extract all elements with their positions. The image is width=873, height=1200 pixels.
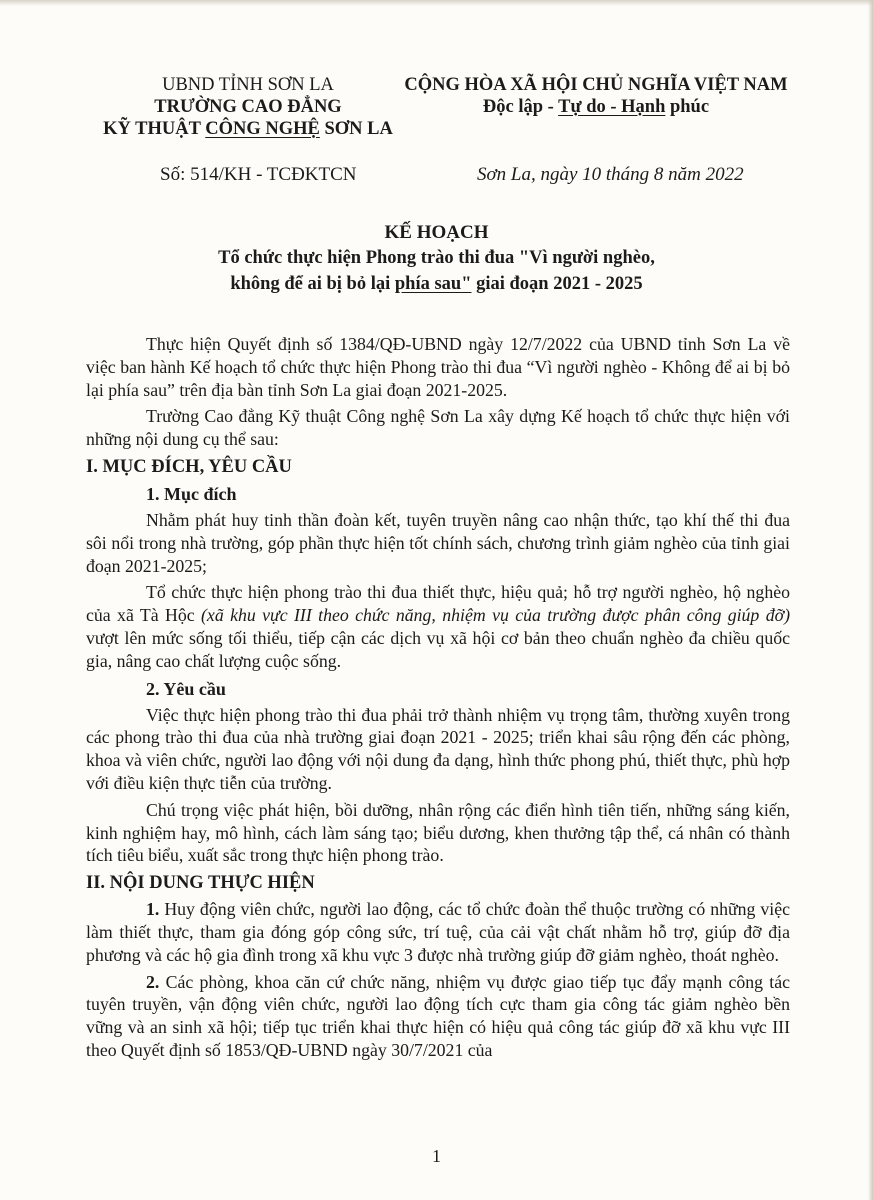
title-main: KẾ HOẠCH xyxy=(384,222,489,243)
issuing-authority-header xyxy=(88,74,408,140)
purpose-paragraph-2: Tổ chức thực hiện phong trào thi đua thiết thực, hiệu quả; hỗ trợ người nghèo, hộ nghèo của xã Tà Hộc (xã khu vực III theo chức năng, nhiệm vụ của trường được phân công giúp đỡ) vượt lên mức sống tối thiểu, tiếp cận các dịch vụ xã hội cơ bản theo chuẩn nghèo đa chiều quốc gia, nâng cao chất lượng cuộc sống. xyxy=(86,582,790,671)
national-motto-header xyxy=(390,74,802,118)
national-title: CỘNG HÒA XÃ HỘI CHỦ NGHĨA VIỆT NAM xyxy=(404,75,788,95)
authority-line-3: KỸ THUẬT CÔNG NGHỆ SƠN LA xyxy=(103,119,393,139)
subsection-heading-purpose: 1. Mục đích xyxy=(146,483,237,504)
page-number: 1 xyxy=(432,1146,441,1166)
place-and-date: Sơn La, ngày 10 tháng 8 năm 2022 xyxy=(477,164,744,185)
document-number: Số: 514/KH - TCĐKTCN xyxy=(160,164,357,185)
content-item-1: 1. Huy động viên chức, người lao động, các tổ chức đoàn thể thuộc trường có những việc làm thiết thực, tham gia đóng góp công sức, trí tuệ, của cải vật chất nhằm hỗ trợ, giúp đỡ địa phương và các hộ gia đình trong xã khu vực 3 được nhà trường giúp đỡ giảm nghèo, thoát nghèo. xyxy=(86,899,790,965)
requirements-paragraph-1: Việc thực hiện phong trào thi đua phải trở thành nhiệm vụ trọng tâm, thường xuyên trong các phong trào thi đua của nhà trường giai đoạn 2021 - 2025; triển khai sâu rộng đến các phòng, khoa và viên chức, người lao động với nội dung đa dạng, hình thức phong phú, thiết thực, phù hợp với điều kiện thực tiễn của trường. xyxy=(86,704,790,793)
scan-edge-right xyxy=(868,0,873,1200)
authority-underline: CÔNG NGHỆ xyxy=(205,119,320,139)
intro-paragraph-1: Thực hiện Quyết định số 1384/QĐ-UBND ngày 12/7/2022 của UBND tỉnh Sơn La về việc ban hành Kế hoạch tổ chức thực hiện Phong trào thi đua “Vì người nghèo - Không để ai bị bỏ lại phía sau” trên địa bàn tỉnh Sơn La giai đoạn 2021-2025. xyxy=(86,334,790,400)
motto-underline: Tự do - Hạnh xyxy=(558,97,666,117)
subsection-heading-requirements: 2. Yêu cầu xyxy=(146,678,226,699)
requirements-paragraph-2: Chú trọng việc phát hiện, bồi dưỡng, nhân rộng các điển hình tiên tiến, những sáng kiến, kinh nghiệm hay, mô hình, cách làm sáng tạo; biểu dương, khen thưởng tập thể, cá nhân có thành tích tiêu biểu, xuất sắc trong thực hiện phong trào. xyxy=(86,799,790,866)
authority-line-2: TRƯỜNG CAO ĐẲNG xyxy=(154,97,342,117)
section-heading-1: I. MỤC ĐÍCH, YÊU CẦU xyxy=(86,456,292,477)
national-motto: Độc lập - Tự do - Hạnh phúc xyxy=(482,97,710,117)
scan-edge-top xyxy=(0,0,873,6)
purpose-italic-note: (xã khu vực III theo chức năng, nhiệm vụ của trường được phân công giúp đỡ) xyxy=(201,605,790,626)
title-subtitle-line-2: không để ai bị bỏ lại phía sau" giai đoạn 2021 - 2025 xyxy=(230,274,643,294)
document-title xyxy=(60,221,813,297)
title-subtitle-line-1: Tổ chức thực hiện Phong trào thi đua "Vì người nghèo, xyxy=(218,248,655,268)
subtitle-underline: phía sau" xyxy=(394,274,472,294)
content-item-2: 2. Các phòng, khoa căn cứ chức năng, nhiệm vụ được giao tiếp tục đẩy mạnh công tác tuyên truyền, vận động viên chức, người lao động tích cực tham gia công tác giảm nghèo bền vững và an sinh xã hội; tiếp tục triển khai thực hiện có hiệu quả công tác giúp đỡ xã khu vực III theo Quyết định số 1853/QĐ-UBND ngày 30/7/2021 của xyxy=(86,971,790,1060)
authority-line-1: UBND TỈNH SƠN LA xyxy=(162,75,334,95)
intro-paragraph-2: Trường Cao đẳng Kỹ thuật Công nghệ Sơn La xây dựng Kế hoạch tổ chức thực hiện với những nội dung cụ thể sau: xyxy=(86,406,790,450)
purpose-paragraph-1: Nhằm phát huy tinh thần đoàn kết, tuyên truyền nâng cao nhận thức, tạo khí thế thi đua sôi nổi trong nhà trường, góp phần thực hiện tốt chính sách, chương trình giảm nghèo của tỉnh giai đoạn 2021-2025; xyxy=(86,509,790,576)
section-heading-2: II. NỘI DUNG THỰC HIỆN xyxy=(86,873,315,894)
document-body xyxy=(86,333,790,1066)
